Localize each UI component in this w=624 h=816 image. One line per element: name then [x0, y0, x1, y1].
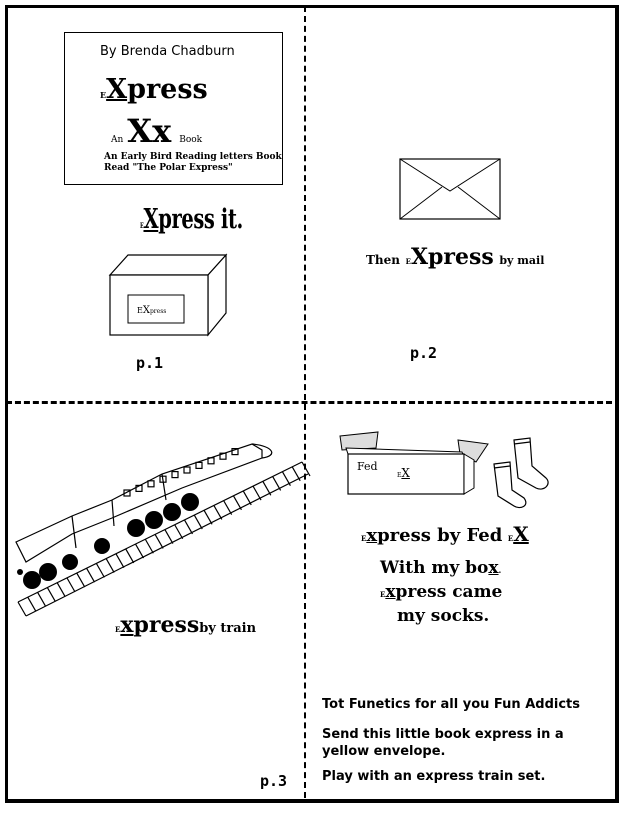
rail-tie [96, 563, 104, 577]
xx-label: Xx [127, 112, 172, 150]
rail-tie [116, 554, 124, 568]
box-x: X [401, 466, 410, 480]
express-came-line [380, 582, 502, 602]
an-label: An [111, 135, 124, 145]
rail-tie [204, 510, 212, 524]
rail-tie [136, 544, 144, 558]
subtitle-line-2: Read "The Polar Express" [104, 163, 233, 173]
rail-tie [263, 481, 271, 495]
by-mail: by mail [499, 254, 545, 267]
phrase-x: X [143, 204, 159, 235]
rail-tie [165, 530, 173, 544]
rail-tie [194, 515, 202, 529]
horizontal-fold-line [6, 401, 612, 404]
line3-x: x [385, 582, 396, 602]
rail-tie [57, 583, 65, 597]
line2-a: With my bo [380, 558, 489, 578]
train-word-x: x [120, 612, 134, 638]
author-line: By Brenda Chadburn [100, 44, 235, 59]
box-fedx-label [397, 462, 410, 481]
box-e: E [397, 472, 402, 479]
rail-tie [282, 472, 290, 486]
title-prefix: E [100, 90, 107, 100]
rail-tie [233, 496, 241, 510]
rail-tie [184, 520, 192, 534]
then-word: Then [366, 253, 401, 267]
express-by-train-line [115, 612, 256, 638]
rail-tie [87, 568, 95, 582]
mail-word-prefix: E [405, 257, 411, 266]
line3-rest: press came [395, 582, 503, 602]
rail-tie [28, 597, 36, 611]
book-label: Book [179, 135, 203, 145]
rail-tie [77, 573, 85, 587]
title-rest: press [127, 74, 208, 105]
rail-tie [302, 462, 310, 476]
rail-tie [67, 578, 75, 592]
train-window [172, 472, 178, 478]
mail-word-x: X [410, 244, 429, 270]
phrase-prefix: E [140, 221, 144, 230]
train-window [148, 481, 154, 487]
package-box-icon [108, 253, 228, 339]
train-word-rest: press [133, 612, 200, 638]
rail-tie [106, 559, 114, 573]
envelope-icon [398, 157, 502, 221]
note-line-2: yellow envelope. [322, 744, 446, 759]
box-label [137, 305, 166, 316]
train-window [184, 467, 190, 473]
train-word-prefix: E [115, 625, 121, 634]
rail-tie [18, 602, 26, 616]
express-by-fedex-line [361, 522, 529, 546]
page-number-2: p.2 [410, 344, 438, 362]
rail-tie [243, 491, 251, 505]
rail-tie [224, 501, 232, 515]
subtitle-line-1: An Early Bird Reading letters Book [104, 152, 282, 162]
mail-word-rest: press [428, 244, 494, 270]
rail-tie [126, 549, 134, 563]
with-my-box-line [380, 558, 501, 578]
line1-big-x: X [513, 522, 529, 546]
note-line-3: Play with an express train set. [322, 769, 546, 784]
socks-icon [490, 436, 560, 512]
page-number-1: p.1 [136, 354, 164, 372]
box-label-prefix: E [137, 306, 143, 315]
line2-end: . [498, 565, 502, 575]
book-title [100, 74, 208, 105]
by-train: by train [199, 621, 257, 636]
rail-tie [292, 467, 300, 481]
express-by-mail-line [366, 244, 544, 270]
my-socks-line: my socks. [397, 606, 490, 626]
line1-prefix: E [361, 534, 367, 543]
train-window [196, 462, 202, 468]
an-xx-book [111, 112, 202, 150]
line2-x: x [488, 558, 499, 578]
rail-tie [47, 588, 55, 602]
rail-tie [38, 592, 46, 606]
box-label-rest: press [149, 308, 167, 315]
rail-tie [214, 505, 222, 519]
phrase-rest: press it. [158, 204, 243, 235]
rail-tie [175, 525, 183, 539]
rail-tie [145, 539, 153, 553]
rail-tie [253, 486, 261, 500]
title-x: X [106, 74, 128, 105]
train-drawing-icon [12, 444, 312, 624]
box-fed-label: Fed [357, 460, 378, 473]
rail-tie [155, 534, 163, 548]
note-title: Tot Funetics for all you Fun Addicts [322, 697, 580, 712]
express-it-phrase [140, 204, 243, 235]
rail-tie [273, 476, 281, 490]
line1-x: x [366, 525, 378, 546]
note-line-1: Send this little book express in a [322, 727, 564, 742]
line1-e: E [507, 534, 514, 543]
line3-prefix: E [380, 590, 386, 599]
page-number-3: p.3 [260, 772, 288, 790]
line1-mid: press by Fed [377, 525, 503, 546]
box-label-x: X [142, 305, 150, 316]
